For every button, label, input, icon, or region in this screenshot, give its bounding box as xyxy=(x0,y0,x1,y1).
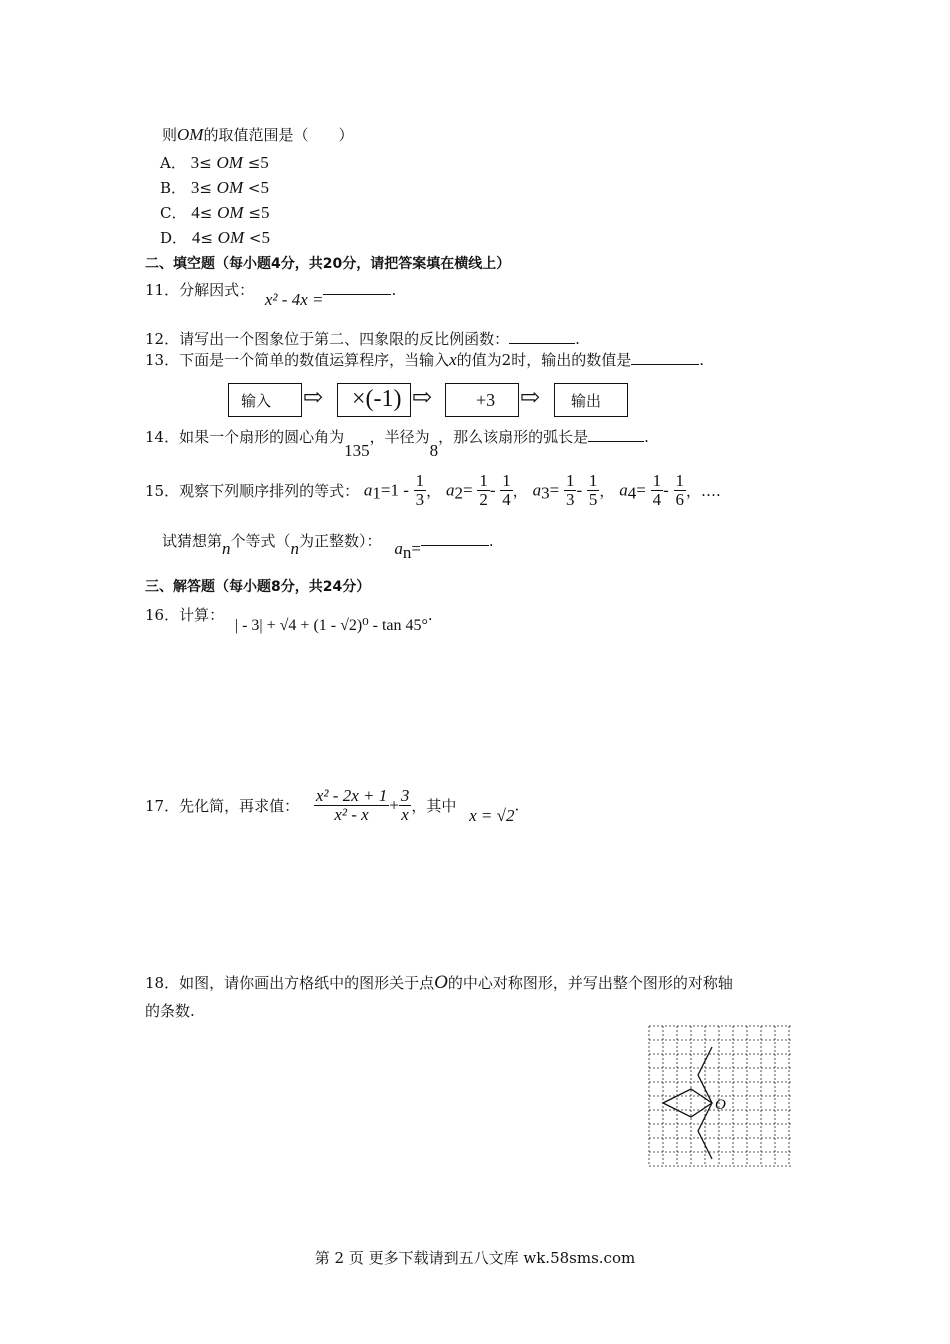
flow-arrow-1: ⇨ xyxy=(303,383,324,411)
page-footer: 第 2 页 更多下载请到五八文库 wk.58sms.com xyxy=(314,1249,636,1267)
flow-arrow-2: ⇨ xyxy=(412,383,433,411)
question-11: 11．分解因式： x² - 4x = . xyxy=(145,281,397,309)
flow-arrow-3: ⇨ xyxy=(520,383,541,411)
section-2-heading: 二、填空题（每小题4分，共20分，请把答案填在横线上） xyxy=(145,256,511,272)
section-3-heading: 三、解答题（每小题8分，共24分） xyxy=(145,579,371,595)
flow-input-box: 输入 xyxy=(228,383,302,417)
flow-add-box: +3 xyxy=(445,383,519,417)
option-b: B． 3≤ OM <5 xyxy=(160,178,269,197)
question-16: 16．计算： | - 3| + √4 + (1 - √2)⁰ - tan 45°. xyxy=(145,606,433,634)
question-15: 15．观察下列顺序排列的等式： $a_1=1$ - $\frac{1}{3}$ ， $a_2=$ $\frac{1}{2}$ - $\frac{1}{4}$ ， $a_3=$ $\frac{1}{3}$ - $\frac{1}{5}$ ， $a_4=$ $\frac{1}{4}$ - $\frac{1}{6}$ ，…. xyxy=(145,471,721,509)
question-14: 14．如果一个扇形的圆心角为135，半径为8，那么该扇形的弧长是 . xyxy=(145,428,649,460)
question-18: 18．如图，请你画出方格纸中的图形关于点O的中心对称图形，并写出整个图形的对称轴 xyxy=(145,972,733,993)
point-o-label: O xyxy=(715,1097,726,1113)
option-a: A． 3≤ OM ≤5 xyxy=(160,153,269,172)
question-13: 13．下面是一个简单的数值运算程序，当输入x的值为2时，输出的数值是 . xyxy=(145,350,704,369)
flow-negate-box: ×(-1) xyxy=(337,383,411,417)
question-15-line2: 试猜想第n个等式（n为正整数）： $a_n=$ . xyxy=(162,532,494,562)
grid-figure xyxy=(648,1025,793,1168)
flow-output-box: 输出 xyxy=(554,383,628,417)
grid-lines xyxy=(649,1026,791,1166)
question-12: 12．请写出一个图象位于第二、四象限的反比例函数： . xyxy=(145,330,580,348)
option-c: C． 4≤ OM ≤5 xyxy=(160,203,270,222)
question-18-line2: 的条数. xyxy=(145,1002,195,1020)
option-d: D． 4≤ OM <5 xyxy=(160,228,270,247)
question-17: 17．先化简，再求值： $\frac{\text{x² - 2x + 1}}{\text{x² - x}}$ + $\frac{3}{x}$ ，其中 x = √2. xyxy=(145,786,520,825)
intro-line: 则OM的取值范围是（ ） xyxy=(162,125,354,144)
